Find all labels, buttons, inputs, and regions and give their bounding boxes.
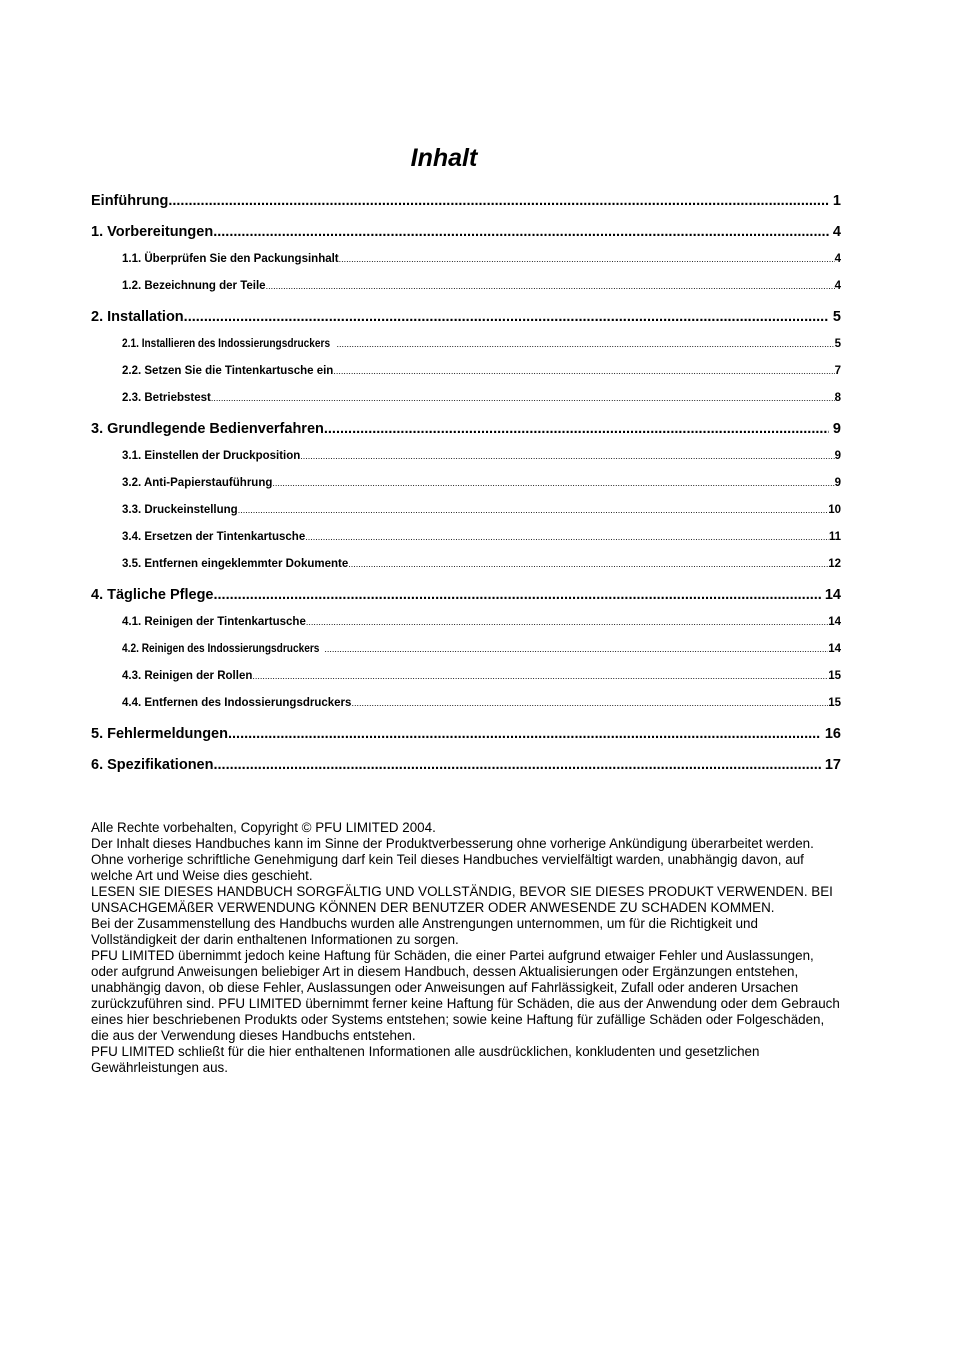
toc-leader-dots (339, 250, 835, 268)
toc-leader-dots (333, 362, 834, 380)
table-of-contents (91, 188, 841, 783)
toc-section-entry[interactable] (122, 474, 841, 501)
toc-entry-label: 3.2. Anti-Papierstauführung (122, 477, 273, 489)
toc-page-number: 5 (834, 338, 841, 350)
toc-section-entry[interactable] (122, 694, 841, 721)
toc-leader-dots (324, 416, 829, 442)
toc-page-number: 9 (834, 477, 841, 489)
toc-page-number: 14 (828, 643, 841, 655)
toc-entry-label: 6. Spezifikationen (91, 757, 214, 773)
toc-section-entry[interactable] (122, 335, 841, 362)
toc-leader-dots (305, 528, 829, 546)
toc-chapter-entry[interactable] (91, 219, 841, 250)
toc-section-entry[interactable] (122, 389, 841, 416)
toc-page-number: 12 (828, 558, 841, 570)
toc-section-entry[interactable] (122, 613, 841, 640)
toc-entry-label: 4.2. Reinigen des Indossierungsdruckers (122, 643, 320, 655)
toc-page-number: 1 (832, 193, 841, 209)
toc-entry-label: 2.3. Betriebstest (122, 392, 211, 404)
toc-entry-label: 4.1. Reinigen der Tintenkartusche (122, 616, 306, 628)
toc-chapter-entry[interactable] (91, 188, 841, 219)
toc-entry-label: 2.2. Setzen Sie die Tintenkartusche ein (122, 365, 334, 377)
toc-leader-dots (252, 667, 828, 685)
toc-entry-label: 3. Grundlegende Bedienverfahren (91, 421, 324, 437)
toc-entry-label: 5. Fehlermeldungen (91, 726, 228, 742)
toc-leader-dots (351, 694, 828, 712)
toc-entry-label: 2.1. Installieren des Indossierungsdruckers (122, 338, 331, 350)
toc-leader-dots (348, 555, 828, 573)
toc-leader-dots (211, 389, 835, 407)
toc-entry-label: 3.1. Einstellen der Druckposition (122, 450, 301, 462)
toc-section-entry[interactable] (122, 640, 841, 667)
toc-page-number: 4 (832, 224, 841, 240)
toc-entry-label: 3.5. Entfernen eingeklemmter Dokumente (122, 558, 349, 570)
legal-paragraph: PFU LIMITED übernimmt jedoch keine Haftung für Schäden, die einer Partei aufgrund etwaiger Fehler und Auslassungen, oder aufgrund Anweisungen beliebiger Art in diesem Handbuch, dessen Aktualisierungen oder Ergänzungen entstehen, unabhängig davon, ob diese Fehler, Auslassungen oder Anweisungen auf Fahrlässigkeit, Zufall oder anderen Ursachen zurückzuführen sind. PFU LIMITED übernimmt ferner keine Haftung für Schäden, die aus der Anwendung oder dem Gebrauch eines hier beschriebenen Produkts oder Systems entstehen; sowie keine Haftung für zufällige Schäden oder Folgeschäden, die aus der Verwendung dieses Handbuchs entstehen. (91, 948, 840, 1043)
toc-page-number: 14 (824, 587, 841, 603)
toc-page-number: 17 (824, 757, 841, 773)
toc-leader-dots (168, 188, 829, 214)
toc-page-number: 5 (832, 309, 841, 325)
toc-entry-label: 1.2. Bezeichnung der Teile (122, 280, 266, 292)
toc-section-entry[interactable] (122, 555, 841, 582)
toc-page-number: 16 (824, 726, 841, 742)
toc-page-number: 4 (834, 280, 841, 292)
toc-leader-dots (238, 501, 829, 519)
toc-chapter-entry[interactable] (91, 752, 841, 783)
toc-section-entry[interactable] (122, 362, 841, 389)
legal-paragraph: Ohne vorherige schriftliche Genehmigung darf kein Teil dieses Handbuches vervielfältigt warden, unabhängig davon, auf welche Art und Weise dies geschieht. (91, 852, 804, 883)
legal-paragraph: LESEN SIE DIESES HANDBUCH SORGFÄLTIG UND VOLLSTÄNDIG, BEVOR SIE DIESES PRODUKT VERWENDEN. BEI UNSACHGEMÄßER VERWENDUNG KÖNNEN DER BENUTZER ODER ANWESENDE ZU SCHADEN KOMMEN. (91, 884, 833, 915)
toc-entry-label: 1. Vorbereitungen (91, 224, 214, 240)
toc-chapter-entry[interactable] (91, 416, 841, 447)
legal-paragraph: Alle Rechte vorbehalten, Copyright © PFU LIMITED 2004. (91, 820, 436, 835)
toc-page-number: 9 (834, 450, 841, 462)
toc-page-number: 10 (828, 504, 841, 516)
toc-section-entry[interactable] (122, 501, 841, 528)
toc-page-number: 9 (832, 421, 841, 437)
toc-section-entry[interactable] (122, 667, 841, 694)
toc-leader-dots (272, 474, 834, 492)
toc-section-entry[interactable] (122, 250, 841, 277)
toc-entry-label: 1.1. Überprüfen Sie den Packungsinhalt (122, 253, 339, 265)
toc-leader-dots (184, 304, 829, 330)
toc-leader-dots (228, 721, 821, 747)
legal-notice (91, 820, 843, 1076)
toc-leader-dots (214, 582, 821, 608)
toc-entry-label: 4.3. Reinigen der Rollen (122, 670, 253, 682)
toc-page-number: 15 (828, 670, 841, 682)
toc-entry-label: 2. Installation (91, 309, 184, 325)
toc-entry-label: 3.3. Druckeinstellung (122, 504, 238, 516)
toc-leader-dots (266, 277, 835, 295)
toc-chapter-entry[interactable] (91, 721, 841, 752)
toc-entry-label: Einführung (91, 193, 169, 209)
toc-leader-dots (300, 447, 834, 465)
page-title: Inhalt (410, 144, 478, 172)
toc-page-number: 7 (834, 365, 841, 377)
toc-leader-dots (213, 219, 829, 245)
toc-page-number: 4 (834, 253, 841, 265)
toc-section-entry[interactable] (122, 528, 841, 555)
toc-leader-dots (306, 613, 828, 631)
toc-entry-label: 4. Tägliche Pflege (91, 587, 214, 603)
toc-page-number: 14 (828, 616, 841, 628)
toc-chapter-entry[interactable] (91, 582, 841, 613)
toc-leader-dots (324, 640, 828, 658)
toc-page-number: 11 (828, 531, 841, 543)
toc-leader-dots (213, 752, 820, 778)
toc-entry-label: 3.4. Ersetzen der Tintenkartusche (122, 531, 306, 543)
toc-section-entry[interactable] (122, 277, 841, 304)
toc-chapter-entry[interactable] (91, 304, 841, 335)
legal-paragraph: Der Inhalt dieses Handbuches kann im Sinne der Produktverbesserung ohne vorherige Ankündigung überarbeitet werden. (91, 836, 814, 851)
toc-section-entry[interactable] (122, 447, 841, 474)
toc-entry-label: 4.4. Entfernen des Indossierungsdruckers (122, 697, 352, 709)
legal-paragraph: PFU LIMITED schließt für die hier enthaltenen Informationen alle ausdrücklichen, konkludenten und gesetzlichen Gewährleistungen aus. (91, 1044, 760, 1075)
toc-leader-dots (336, 335, 834, 353)
toc-page-number: 8 (834, 392, 841, 404)
legal-paragraph: Bei der Zusammenstellung des Handbuchs wurden alle Anstrengungen unternommen, um für die Richtigkeit und Vollständigkeit der darin enthaltenen Informationen zu sorgen. (91, 916, 758, 947)
toc-page-number: 15 (828, 697, 841, 709)
